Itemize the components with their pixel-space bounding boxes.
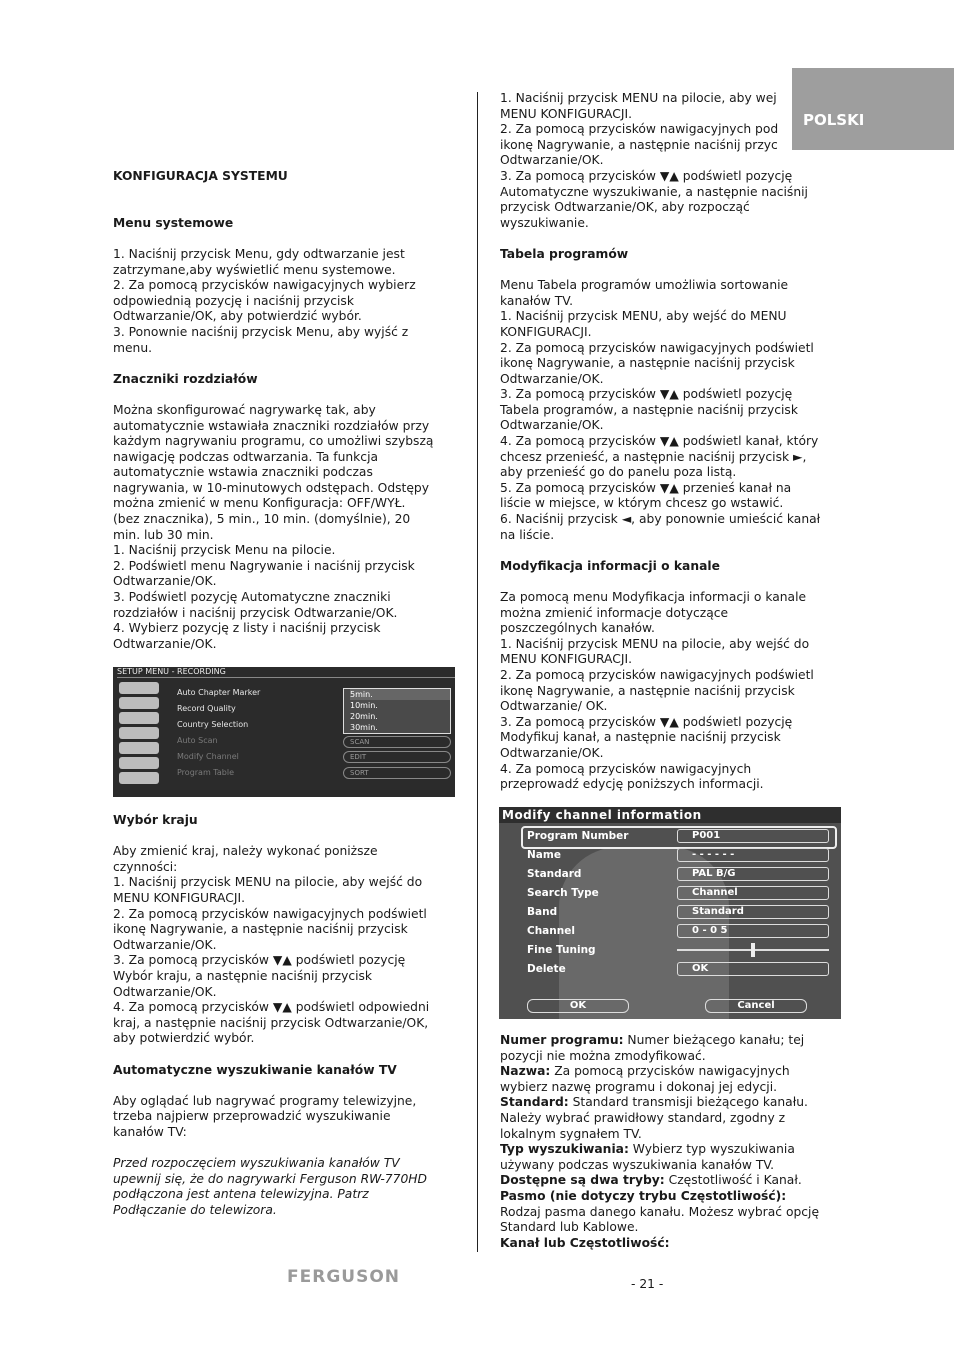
- text-line: każdym nagrywaniu programu, co umożliwi szybszą: [113, 434, 434, 449]
- definition-term: Nazwa:: [500, 1064, 551, 1079]
- text-line: automatycznie wstawiała znaczniki rozdziałów przy: [113, 418, 430, 433]
- definition-text: lokalnym sygnałem TV.: [500, 1126, 642, 1141]
- definition-text: wybierz nazwę programu i dokonaj jej edycji.: [500, 1079, 778, 1094]
- left-column-lower: [113, 813, 463, 1218]
- text-line: MENU KONFIGURACJI.: [113, 890, 245, 905]
- channel-field-row: [527, 942, 831, 958]
- field-label: Name: [527, 849, 561, 861]
- chapter-interval-options: [343, 688, 451, 734]
- option: 20min.: [350, 712, 378, 721]
- text-line: podłączona jest antena telewizyjna. Patrz: [113, 1187, 369, 1202]
- text-line: Odtwarzanie/OK.: [500, 153, 604, 168]
- channel-field-row: [527, 923, 831, 939]
- definition-line: [500, 1049, 845, 1065]
- definition-text: Numer bieżącego kanału; tej: [623, 1033, 805, 1047]
- text-line: Wybór kraju, a następnie naciśnij przycisk: [113, 968, 373, 983]
- field-value: P001: [677, 829, 829, 843]
- definition-term: Kanał lub Częstotliwość:: [500, 1235, 670, 1250]
- definition-line: [500, 1127, 845, 1143]
- left-column: [113, 169, 463, 652]
- section-heading-autoscan: Automatyczne wyszukiwanie kanałów TV: [113, 1062, 397, 1077]
- definition-term: Typ wyszukiwania:: [500, 1142, 629, 1157]
- section-heading-menu: Menu systemowe: [113, 215, 234, 230]
- text-line: Za pomocą menu Modyfikacja informacji o kanale: [500, 590, 807, 604]
- disc-icon: [119, 772, 159, 784]
- definitions: [500, 1033, 845, 1251]
- autoscan-note: [113, 1156, 463, 1218]
- text-line: Modyfikuj kanał, a następnie naciśnij przycisk: [500, 730, 781, 745]
- text-line: Odtwarzanie/OK.: [113, 574, 217, 589]
- text-line: na liście.: [500, 527, 555, 542]
- text-line: Można skonfigurować nagrywarkę tak, aby: [113, 402, 376, 417]
- text-line: 6. Naciśnij przycisk ◄, aby ponownie umieścić kanał: [500, 512, 821, 527]
- option: 30min.: [350, 723, 378, 732]
- section-autoscan-body: [113, 1094, 463, 1141]
- option: 5min.: [350, 689, 450, 700]
- definition-line: [500, 1205, 845, 1221]
- text-line: 2. Za pomocą przycisków nawigacyjnych pod: [500, 122, 779, 137]
- text-line: można zmienić informacje dotyczące: [500, 605, 729, 620]
- section-country-body: [113, 844, 463, 1047]
- text-line: min. lub 30 min.: [113, 527, 214, 542]
- text-line: 1. Naciśnij przycisk Menu, gdy odtwarzanie jest: [113, 246, 405, 261]
- text-line: zatrzymane,aby wyświetlić menu systemowe.: [113, 262, 396, 277]
- section-heading-program-table: Tabela programów: [500, 246, 629, 261]
- field-label: Standard: [527, 868, 582, 880]
- text-line: odpowiednią pozycję i naciśnij przycisk: [113, 293, 354, 308]
- field-label: Fine Tuning: [527, 944, 596, 956]
- text-line: 1. Naciśnij przycisk MENU na pilocie, aby wejść do: [113, 875, 423, 890]
- recording-icon: [119, 697, 159, 709]
- definition-text: Należy wybrać prawidłowy standard, zgodny z: [500, 1110, 786, 1125]
- video-icon: [119, 742, 159, 754]
- menu-item: Auto Scan: [177, 736, 218, 745]
- field-value: OK: [677, 962, 829, 976]
- menu-item: Record Quality: [177, 704, 236, 713]
- definition-text: Za pomocą przycisków nawigacyjnych: [550, 1064, 790, 1079]
- definition-text: Rodzaj pasma danego kanału. Możesz wybrać opcję: [500, 1204, 820, 1219]
- text-line: 2. Za pomocą przycisków nawigacyjnych wybierz: [113, 278, 416, 293]
- text-line: 4. Za pomocą przycisków nawigacyjnych: [500, 761, 752, 776]
- field-value: Channel: [677, 886, 829, 900]
- text-line: liście w miejsce, w którym chcesz go wstawić.: [500, 496, 784, 511]
- text-line: 1. Naciśnij przycisk MENU na pilocie, aby wej: [500, 91, 777, 105]
- text-line: trzeba najpierw przeprowadzić wyszukiwanie: [113, 1109, 391, 1124]
- text-line: 2. Za pomocą przycisków nawigacyjnych podświetl: [113, 906, 427, 921]
- page-title: KONFIGURACJA SYSTEMU: [113, 169, 288, 183]
- text-line: 3. Ponownie naciśnij przycisk Menu, aby wyjść z: [113, 324, 409, 339]
- text-line: aby przenieść go do panelu poza listą.: [500, 465, 737, 480]
- text-line: Odtwarzanie/OK.: [500, 745, 604, 760]
- text-line: 5. Za pomocą przycisków ▼▲ przenieś kanał na: [500, 480, 792, 495]
- definition-line: [500, 1142, 845, 1158]
- text-line: KONFIGURACJI.: [500, 324, 592, 339]
- definition-line: [500, 1173, 845, 1189]
- tv-icon: [119, 757, 159, 769]
- setup-menu-screenshot: [113, 667, 455, 797]
- text-line: chcesz przenieść, a następnie naciśnij przycisk ►,: [500, 449, 807, 464]
- text-line: czynności:: [113, 859, 178, 874]
- setup-menu-title: SETUP MENU - RECORDING: [117, 667, 455, 678]
- definition-line: [500, 1220, 845, 1236]
- definition-line: [500, 1095, 845, 1111]
- text-line: wyszukiwanie.: [500, 215, 589, 230]
- ok-button: OK: [527, 999, 629, 1013]
- text-line: nawigację podczas odtwarzania. Ta funkcja: [113, 449, 379, 464]
- definition-text: Standard transmisji bieżącego kanału.: [568, 1095, 808, 1110]
- definition-text: Wybierz typ wyszukiwania: [628, 1142, 795, 1157]
- tuner-icon: [119, 727, 159, 739]
- text-line: ikonę Nagrywanie, a następnie naciśnij przycisk: [500, 356, 795, 371]
- channel-field-row: [527, 866, 831, 882]
- text-line: ikonę Nagrywanie, a następnie naciśnij przyc: [500, 137, 778, 152]
- section-heading-modify-channel: Modyfikacja informacji o kanale: [500, 558, 720, 573]
- section-heading-chapters: Znaczniki rozdziałów: [113, 371, 258, 386]
- system-icon: [119, 682, 159, 694]
- definition-line: [500, 1064, 845, 1080]
- text-line: 3. Za pomocą przycisków ▼▲ podświetl pozycję: [113, 953, 406, 968]
- text-line: Odtwarzanie/OK.: [113, 636, 217, 651]
- text-line: Odtwarzanie/OK.: [500, 418, 604, 433]
- text-line: Odtwarzanie/OK.: [113, 984, 217, 999]
- definition-term: Pasmo (nie dotyczy trybu Częstotliwość):: [500, 1188, 787, 1203]
- text-line: Podłączanie do telewizora.: [113, 1202, 277, 1217]
- text-line: Automatyczne wyszukiwanie, a następnie naciśnij: [500, 184, 808, 199]
- definition-line: [500, 1080, 845, 1096]
- section-modify-channel-body: [500, 590, 845, 793]
- right-column: [500, 91, 845, 793]
- modify-channel-screenshot: [499, 807, 841, 1019]
- text-line: Odtwarzanie/OK.: [113, 937, 217, 952]
- text-line: Aby oglądać lub nagrywać programy telewizyjne,: [113, 1093, 417, 1108]
- definition-text: Standard lub Kablowe.: [500, 1220, 639, 1235]
- fine-tuning-slider: [677, 949, 829, 951]
- text-line: 3. Podświetl pozycję Automatyczne znaczniki: [113, 590, 391, 605]
- text-line: upewnij się, że do nagrywarki Ferguson RW-770HD: [113, 1171, 427, 1186]
- definition-line: [500, 1189, 845, 1205]
- text-line: Menu Tabela programów umożliwia sortowanie: [500, 278, 789, 293]
- text-line: Tabela programów, a następnie naciśnij przycisk: [500, 402, 798, 417]
- setup-menu-icons: [115, 679, 167, 797]
- text-line: 3. Za pomocą przycisków ▼▲ podświetl pozycję: [500, 714, 793, 729]
- text-line: 2. Za pomocą przycisków nawigacyjnych podświetl: [500, 667, 814, 682]
- definition-line: [500, 1158, 845, 1174]
- definition-term: Dostępne są dwa tryby:: [500, 1173, 665, 1188]
- slider-knob: [751, 943, 755, 957]
- field-value: PAL B/G: [677, 867, 829, 881]
- text-line: 4. Wybierz pozycję z listy i naciśnij przycisk: [113, 621, 381, 636]
- section-chapters-body: [113, 403, 463, 653]
- text-line: Odtwarzanie/OK.: [500, 371, 604, 386]
- text-line: ikonę Nagrywanie, a następnie naciśnij przycisk: [113, 922, 408, 937]
- definition-text: używany podczas wyszukiwania kanałów TV.: [500, 1157, 775, 1172]
- text-line: przycisk Odtwarzanie/OK, aby rozpocząć: [500, 200, 750, 215]
- section-heading-country: Wybór kraju: [113, 813, 198, 827]
- field-value: Standard: [677, 905, 829, 919]
- text-line: menu.: [113, 340, 153, 355]
- sort-button: SORT: [343, 767, 451, 779]
- column-divider: [477, 92, 478, 1252]
- text-line: Odtwarzanie/OK, aby potwierdzić wybór.: [113, 309, 362, 324]
- menu-item: Program Table: [177, 768, 234, 777]
- text-line: kanałów TV.: [500, 293, 574, 308]
- modify-channel-title: Modify channel information: [499, 807, 841, 823]
- text-line: 3. Za pomocą przycisków ▼▲ podświetl pozycję: [500, 387, 793, 402]
- field-label: Program Number: [527, 830, 629, 842]
- text-line: Odtwarzanie/ OK.: [500, 699, 608, 714]
- text-line: 1. Naciśnij przycisk MENU, aby wejść do MENU: [500, 309, 787, 324]
- language-label: POLSKI: [803, 111, 865, 129]
- text-line: 1. Naciśnij przycisk MENU na pilocie, aby wejść do: [500, 636, 810, 651]
- text-line: ikonę Nagrywanie, a następnie naciśnij przycisk: [500, 683, 795, 698]
- channel-field-row: [527, 847, 831, 863]
- definition-line: [500, 1111, 845, 1127]
- text-line: (bez znacznika), 5 min., 10 min. (domyślnie), 20: [113, 512, 411, 527]
- field-label: Band: [527, 906, 558, 918]
- text-line: Aby zmienić kraj, należy wykonać poniższe: [113, 844, 378, 859]
- text-line: Przed rozpoczęciem wyszukiwania kanałów TV: [113, 1156, 400, 1171]
- section-program-table-body: [500, 278, 845, 543]
- text-line: rozdziałów i naciśnij przycisk Odtwarzanie/OK.: [113, 605, 398, 620]
- text-line: MENU KONFIGURACJI.: [500, 106, 632, 121]
- menu-item: Modify Channel: [177, 752, 239, 761]
- text-line: przeprowadź edycję poniższych informacji.: [500, 777, 764, 792]
- text-line: można zmienić w menu Konfiguracja: OFF/WYŁ.: [113, 496, 406, 511]
- setup-menu-items: [177, 685, 260, 781]
- definition-line: [500, 1236, 845, 1252]
- text-line: 3. Za pomocą przycisków ▼▲ podświetl pozycję: [500, 168, 793, 183]
- ferguson-logo: FERGUSON: [287, 1267, 400, 1287]
- text-line: MENU KONFIGURACJI.: [500, 652, 632, 667]
- channel-field-row: [527, 961, 831, 977]
- definition-line: [500, 1033, 845, 1049]
- text-line: 4. Za pomocą przycisków ▼▲ podświetl odpowiedni: [113, 1000, 430, 1015]
- page-number: - 21 -: [631, 1277, 664, 1291]
- definition-term: Numer programu:: [500, 1033, 624, 1047]
- text-line: nagrywania, w 10-minutowych odstępach. Odstępy: [113, 480, 429, 495]
- menu-item: Auto Chapter Marker: [177, 688, 261, 697]
- text-line: 2. Za pomocą przycisków nawigacyjnych podświetl: [500, 340, 814, 355]
- text-line: 1. Naciśnij przycisk Menu na pilocie.: [113, 543, 336, 558]
- autoscan-steps: [500, 91, 845, 231]
- text-line: aby potwierdzić wybór.: [113, 1031, 255, 1046]
- field-label: Delete: [527, 963, 566, 975]
- definition-term: Standard:: [500, 1095, 569, 1110]
- text-line: 4. Za pomocą przycisków ▼▲ podświetl kanał, który: [500, 434, 819, 449]
- field-label: Channel: [527, 925, 575, 937]
- scan-button: SCAN: [343, 736, 451, 748]
- audio-icon: [119, 712, 159, 724]
- field-value: 0 - 0 5: [677, 924, 829, 938]
- cancel-button: Cancel: [705, 999, 807, 1013]
- text-line: 2. Podświetl menu Nagrywanie i naciśnij przycisk: [113, 558, 415, 573]
- channel-field-row: [527, 885, 831, 901]
- menu-item: Country Selection: [177, 720, 249, 729]
- channel-field-row: [527, 904, 831, 920]
- definition-text: pozycji nie można zmodyfikować.: [500, 1048, 706, 1063]
- channel-field-row: [527, 828, 831, 844]
- edit-button: EDIT: [343, 751, 451, 763]
- field-label: Search Type: [527, 887, 599, 899]
- text-line: kanałów TV:: [113, 1124, 187, 1139]
- option: 10min.: [350, 701, 378, 710]
- text-line: kraj, a następnie naciśnij przycisk Odtwarzanie/OK,: [113, 1015, 429, 1030]
- field-value: - - - - - -: [677, 848, 829, 862]
- section-menu-body: [113, 247, 463, 356]
- definition-text: Częstotliwość i Kanał.: [664, 1173, 802, 1188]
- text-line: poszczególnych kanałów.: [500, 621, 655, 636]
- text-line: automatycznie wstawia znaczniki podczas: [113, 465, 373, 480]
